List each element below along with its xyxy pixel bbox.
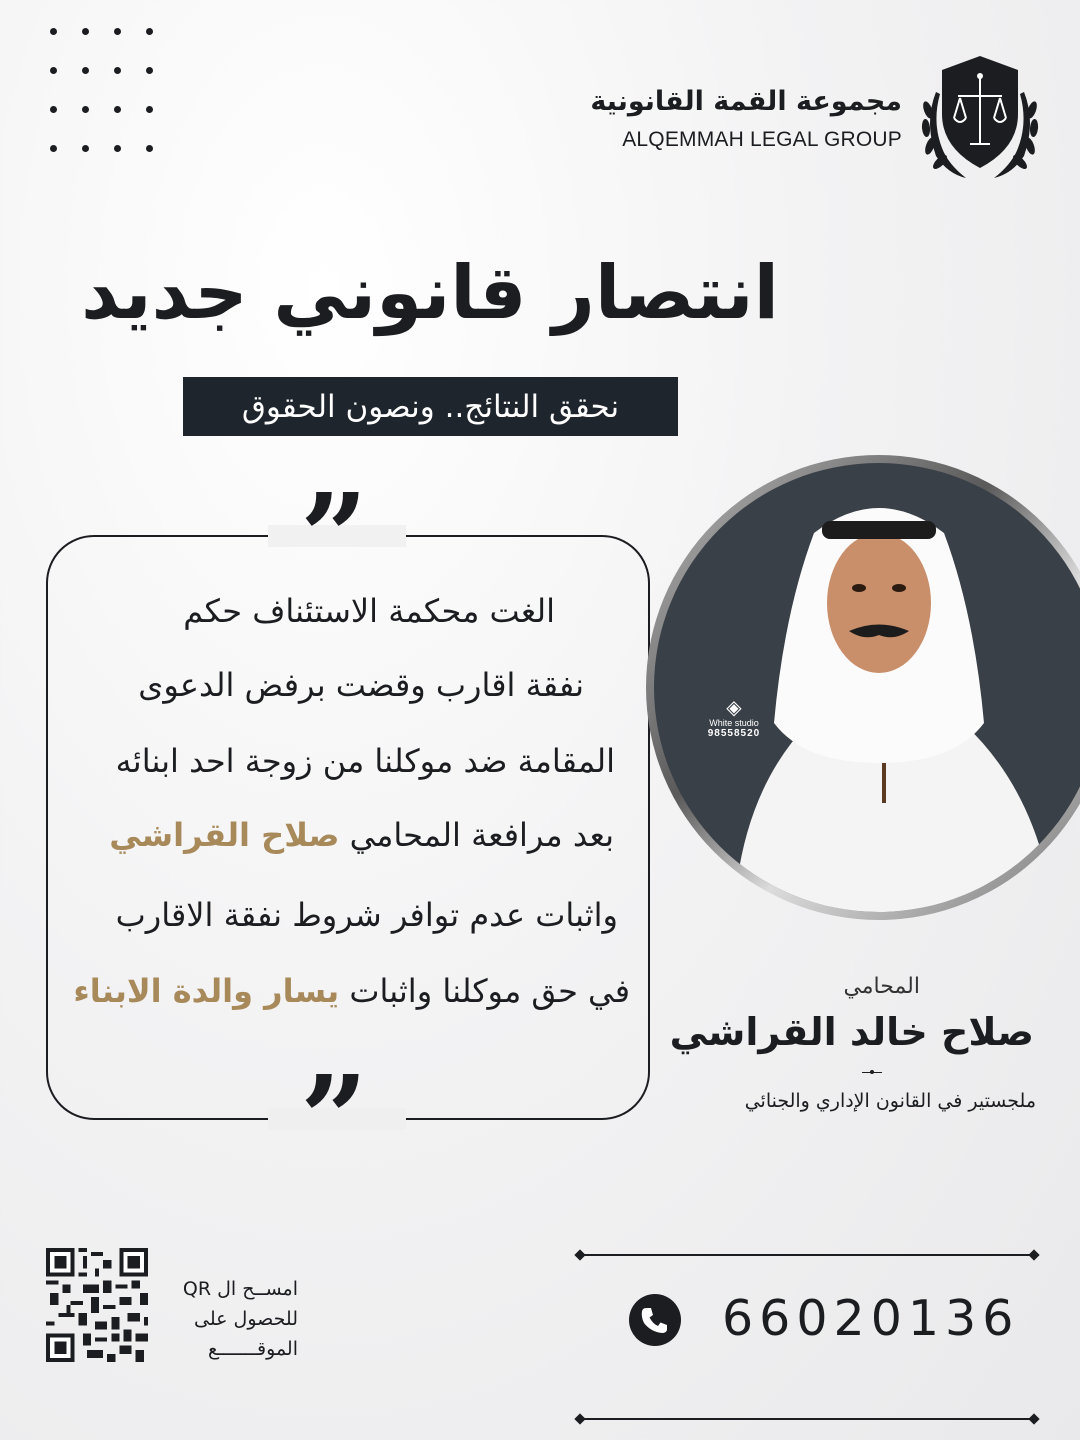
phone-icon[interactable] — [629, 1294, 681, 1346]
highlight-mother-solvency: يسار والدة الابناء — [73, 972, 340, 1010]
lawyer-degree: ملجستير في القانون الإداري والجنائي — [744, 1090, 1036, 1112]
quote-line-2: نفقة اقارب وقضت برفض الدعوى — [138, 666, 584, 704]
brand-name-english: ALQEMMAH LEGAL GROUP — [622, 128, 902, 151]
quote-line-4: بعد مرافعة المحامي صلاح القراشي — [109, 816, 614, 854]
highlight-lawyer-name: صلاح القراشي — [109, 816, 340, 854]
scales-of-justice-logo — [918, 52, 1042, 184]
divider-bottom-dot-right — [1028, 1413, 1039, 1424]
lawyer-photo-illustration — [654, 463, 1080, 912]
decorative-dots — [50, 28, 160, 158]
name-divider-dot — [870, 1070, 874, 1074]
studio-watermark — [694, 698, 774, 739]
divider-bottom — [580, 1418, 1036, 1420]
qr-code[interactable] — [46, 1248, 148, 1362]
qr-instructions — [150, 1274, 298, 1364]
qr-line-3: الموقـــــــع — [207, 1338, 298, 1360]
quote-line-3: المقامة ضد موكلنا من زوجة احد ابنائه — [115, 742, 615, 780]
lawyer-name: صلاح خالد القراشي — [669, 1010, 1034, 1054]
divider-top-dot-right — [1028, 1249, 1039, 1260]
quote-line-1: الغت محكمة الاستئناف حكم — [183, 592, 555, 630]
quote-line-5: واثبات عدم توافر شروط نفقة الاقارب — [115, 896, 618, 934]
headline: انتصار قانوني جديد — [81, 250, 779, 336]
lawyer-role: المحامي — [843, 974, 920, 999]
lawyer-portrait — [646, 455, 1080, 920]
qr-line-1: امســح ال QR — [182, 1278, 298, 1300]
slogan-banner: نحقق النتائج.. ونصون الحقوق — [183, 377, 678, 436]
qr-line-2: للحصول على — [194, 1308, 298, 1330]
divider-top-dot-left — [574, 1249, 585, 1260]
studio-logo-icon: ◈ — [726, 697, 742, 719]
divider-bottom-dot-left — [574, 1413, 585, 1424]
quote-icon-close: ” — [300, 1049, 368, 1188]
phone-glyph-icon — [629, 1294, 681, 1346]
studio-number: 98558520 — [707, 728, 761, 739]
divider-top — [580, 1254, 1036, 1256]
brand-name-arabic: مجموعة القمة القانونية — [590, 86, 902, 117]
studio-name: White studio — [709, 718, 759, 728]
quote-line-6: في حق موكلنا واثبات يسار والدة الابناء — [73, 972, 630, 1010]
quote-icon-open: ” — [300, 467, 368, 606]
phone-number[interactable]: 66020136 — [722, 1290, 1020, 1347]
